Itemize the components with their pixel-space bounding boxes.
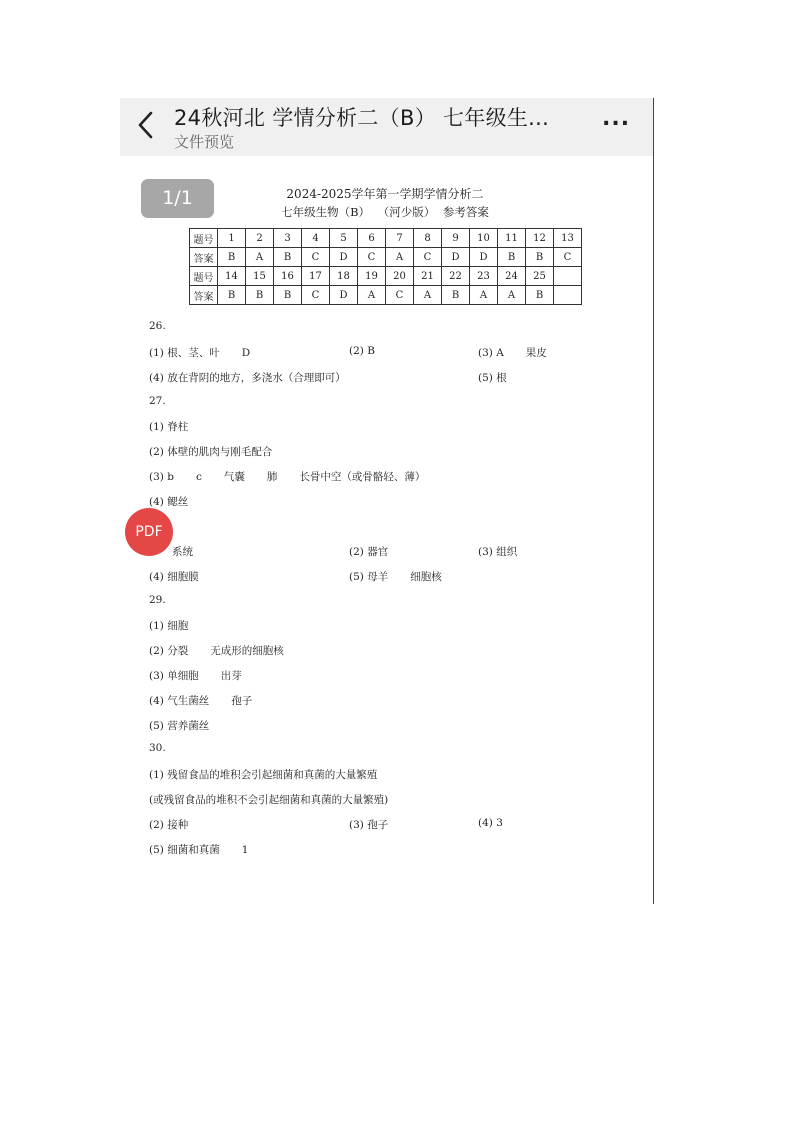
q28-a5: (5) 母羊 (349, 571, 389, 583)
answer-table-cell: B (218, 286, 246, 305)
q29-a3b: 出芽 (220, 670, 242, 682)
answer-table-cell: 15 (246, 267, 274, 286)
answer-table-cell: C (554, 248, 582, 267)
answer-table-cell: D (470, 248, 498, 267)
answer-table-cell: 1 (218, 229, 246, 248)
q29-answer-3 (149, 668, 242, 683)
q26-a4: (4) 放在背阴的地方，多浇水（合理即可） (149, 372, 346, 384)
answer-table-cell: 24 (498, 267, 526, 286)
q28-a3: (3) 组织 (478, 546, 518, 558)
pdf-badge-icon[interactable]: PDF (125, 508, 173, 556)
q27-a2: (2) 体壁的肌肉与刚毛配合 (149, 446, 273, 458)
answer-table-cell: 18 (330, 267, 358, 286)
answer-table-cell: 6 (358, 229, 386, 248)
q30-a5b: 1 (241, 844, 249, 856)
answer-table-cell: A (386, 248, 414, 267)
answer-table-cell: 4 (302, 229, 330, 248)
q29-a4b: 孢子 (231, 695, 253, 707)
answer-table-cell: 21 (414, 267, 442, 286)
q30-a3: (3) 孢子 (349, 819, 389, 831)
answer-table-cell: 8 (414, 229, 442, 248)
answer-table-cell: 10 (470, 229, 498, 248)
answer-table-cell: C (386, 286, 414, 305)
answer-table-cell: C (414, 248, 442, 267)
answer-table-cell: C (302, 286, 330, 305)
top-bar (120, 98, 654, 156)
q29-a2: (2) 分裂 (149, 645, 189, 657)
q29-answer-2 (149, 643, 284, 658)
q30-answer-5 (149, 842, 248, 857)
answer-table-cell: A (414, 286, 442, 305)
answer-table-row (190, 286, 582, 305)
answer-table-cell: 16 (274, 267, 302, 286)
answer-table-cell: A (246, 248, 274, 267)
answer-table-cell: 19 (358, 267, 386, 286)
q27-a3c: 气囊 (223, 471, 245, 483)
answer-table-cell (554, 267, 582, 286)
q26-a1b: D (241, 347, 251, 359)
back-arrow-icon[interactable] (136, 110, 156, 140)
answer-table-cell: 5 (330, 229, 358, 248)
answer-table-header-cell: 答案 (190, 286, 218, 305)
q30-a1b: (或残留食品的堆积不会引起细菌和真菌的大量繁殖) (149, 794, 389, 806)
q30-a4: (4) 3 (478, 817, 503, 829)
document-title: 2024-2025学年第一学期学情分析二 (286, 187, 484, 201)
answer-table-cell: A (498, 286, 526, 305)
q30-number: 30. (149, 742, 166, 754)
q30-a2: (2) 接种 (149, 819, 189, 831)
q26-a1: (1) 根、茎、叶 (149, 347, 220, 359)
q27-a4: (4) 鳃丝 (149, 496, 189, 508)
q29-answer-4 (149, 693, 252, 708)
q29-a1: (1) 细胞 (149, 620, 189, 632)
answer-table-cell: D (330, 286, 358, 305)
answer-table-cell: C (358, 248, 386, 267)
q28-a2: (2) 器官 (349, 546, 389, 558)
q29-a4: (4) 气生菌丝 (149, 695, 210, 707)
q27-a1: (1) 脊柱 (149, 421, 189, 433)
q29-number: 29. (149, 594, 166, 606)
answer-table-cell: B (246, 286, 274, 305)
answer-table-cell: 14 (218, 267, 246, 286)
q29-a5: (5) 营养菌丝 (149, 720, 210, 732)
answer-table-cell: D (442, 248, 470, 267)
answer-table-cell: 20 (386, 267, 414, 286)
answer-table-cell: A (470, 286, 498, 305)
preview-border (653, 98, 654, 904)
answer-table-cell: 11 (498, 229, 526, 248)
file-title: 24秋河北 学情分析二（B） 七年级生... (174, 106, 550, 130)
q28-a1: 系统 (172, 546, 193, 558)
answer-table-cell: 2 (246, 229, 274, 248)
answer-table-cell: 22 (442, 267, 470, 286)
answer-table-cell: 17 (302, 267, 330, 286)
answer-table-header-cell: 答案 (190, 248, 218, 267)
q28-answer-5 (349, 569, 442, 584)
answer-table-cell: B (218, 248, 246, 267)
answer-table-cell: A (358, 286, 386, 305)
q27-a3e: 长骨中空（或骨骼轻、薄） (299, 471, 426, 483)
q29-a2b: 无成形的细胞核 (210, 645, 284, 657)
answer-table-cell: B (498, 248, 526, 267)
q26-a2: (2) B (349, 345, 375, 357)
q30-a5: (5) 细菌和真菌 (149, 844, 220, 856)
answer-table-cell: C (302, 248, 330, 267)
q26-answer-1 (149, 345, 250, 360)
file-preview-label: 文件预览 (174, 133, 235, 151)
q27-number: 27. (149, 395, 166, 407)
q29-a3: (3) 单细胞 (149, 670, 199, 682)
answer-table-cell: 12 (526, 229, 554, 248)
q26-a3b: 果皮 (525, 347, 547, 359)
q26-number: 26. (149, 320, 166, 332)
answer-table-cell: 7 (386, 229, 414, 248)
q26-a3: (3) A (478, 347, 504, 359)
q27-a3b: c (195, 471, 202, 483)
q27-a3d: 肺 (266, 471, 278, 483)
answer-table-header-cell: 题号 (190, 229, 218, 248)
answer-table-cell: 13 (554, 229, 582, 248)
q27-answer-3 (149, 469, 425, 484)
answer-table-cell: B (526, 286, 554, 305)
answer-table-cell: 25 (526, 267, 554, 286)
answer-table-cell: 3 (274, 229, 302, 248)
answer-table-row (190, 267, 582, 286)
answer-table-row (190, 248, 582, 267)
answer-table (189, 228, 582, 305)
document-subtitle: 七年级生物（B） （河少版） 参考答案 (281, 205, 489, 219)
q26-answer-3 (478, 345, 547, 360)
answer-table-cell: B (274, 286, 302, 305)
q28-a5b: 细胞核 (410, 571, 442, 583)
q27-a3: (3) b (149, 471, 174, 483)
answer-table-header-cell: 题号 (190, 267, 218, 286)
answer-table-cell: 9 (442, 229, 470, 248)
q26-a5: (5) 根 (478, 372, 507, 384)
answer-table-cell: B (526, 248, 554, 267)
answer-table-cell (554, 286, 582, 305)
q30-a1: (1) 残留食品的堆积会引起细菌和真菌的大量繁殖 (149, 769, 378, 781)
answer-table-cell: 23 (470, 267, 498, 286)
page-indicator: 1/1 (141, 179, 214, 218)
more-options-icon[interactable]: ... (602, 106, 631, 131)
answer-table-cell: B (274, 248, 302, 267)
q28-a4: (4) 细胞膜 (149, 571, 199, 583)
answer-table-cell: D (330, 248, 358, 267)
answer-table-cell: B (442, 286, 470, 305)
answer-table-row (190, 229, 582, 248)
